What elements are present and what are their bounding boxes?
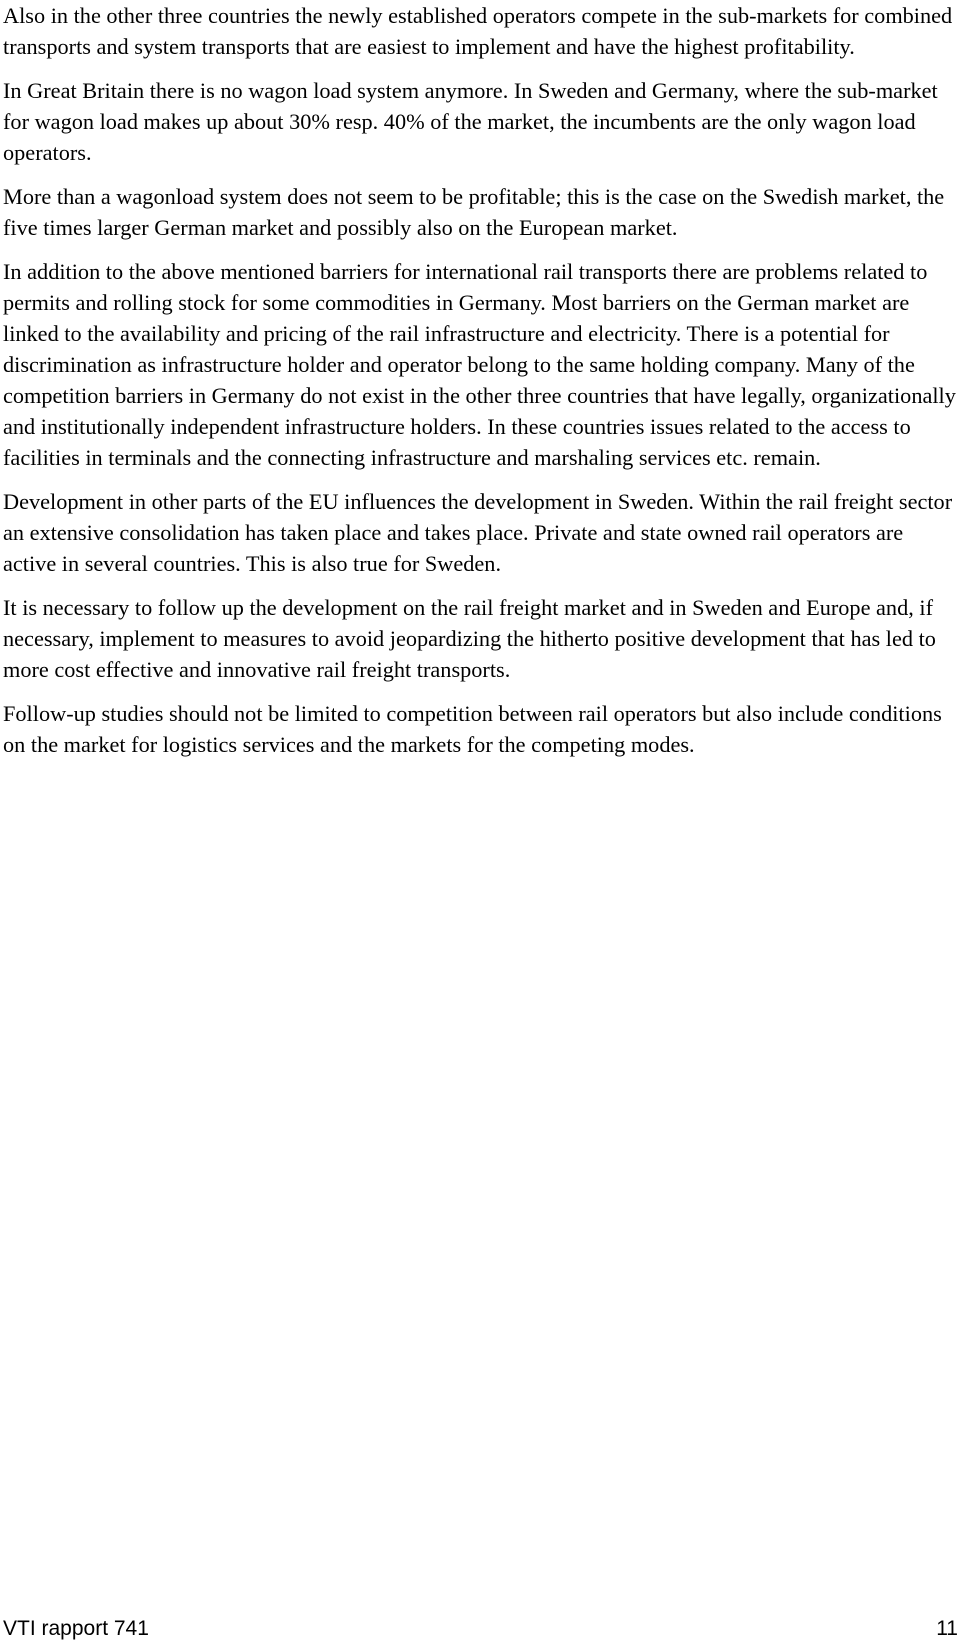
- paragraph: Development in other parts of the EU influences the development in Sweden. Within the rail freight sector an extensive consolidation has taken place and takes place. Private and state owned rail operators are active in several countries. This is also true for Sweden.: [3, 489, 953, 576]
- page-footer: [3, 1614, 958, 1644]
- paragraph: In Great Britain there is no wagon load system anymore. In Sweden and Germany, where the sub-market for wagon load makes up about 30% resp. 40% of the market, the incumbents are the only wagon load operators.: [3, 78, 938, 165]
- paragraph: Follow-up studies should not be limited to competition between rail operators but also include conditions on the market for logistics services and the markets for the competing modes.: [3, 701, 942, 757]
- report-title: VTI rapport 741: [3, 1617, 149, 1640]
- document-body: [3, 0, 960, 773]
- page-number: 11: [936, 1617, 958, 1640]
- paragraph: Also in the other three countries the newly established operators compete in the sub-markets for combined transports and system transports that are easiest to implement and have the highest profitability.: [3, 3, 953, 59]
- paragraph: More than a wagonload system does not seem to be profitable; this is the case on the Swedish market, the five times larger German market and possibly also on the European market.: [3, 184, 945, 240]
- paragraph: It is necessary to follow up the development on the rail freight market and in Sweden and Europe and, if necessary, implement to measures to avoid jeopardizing the hitherto positive development that has led to more cost effective and innovative rail freight transports.: [3, 595, 936, 682]
- paragraph: In addition to the above mentioned barriers for international rail transports there are problems related to permits and rolling stock for some commodities in Germany. Most barriers on the German market are linked to the availability and pricing of the rail infrastructure and electricity. There is a potential for discrimination as infrastructure holder and operator belong to the same holding company. Many of the competition barriers in Germany do not exist in the other three countries that have legally, organizationally and institutionally independent infrastructure holders. In these countries issues related to the access to facilities in terminals and the connecting infrastructure and marshaling services etc. remain.: [3, 259, 956, 470]
